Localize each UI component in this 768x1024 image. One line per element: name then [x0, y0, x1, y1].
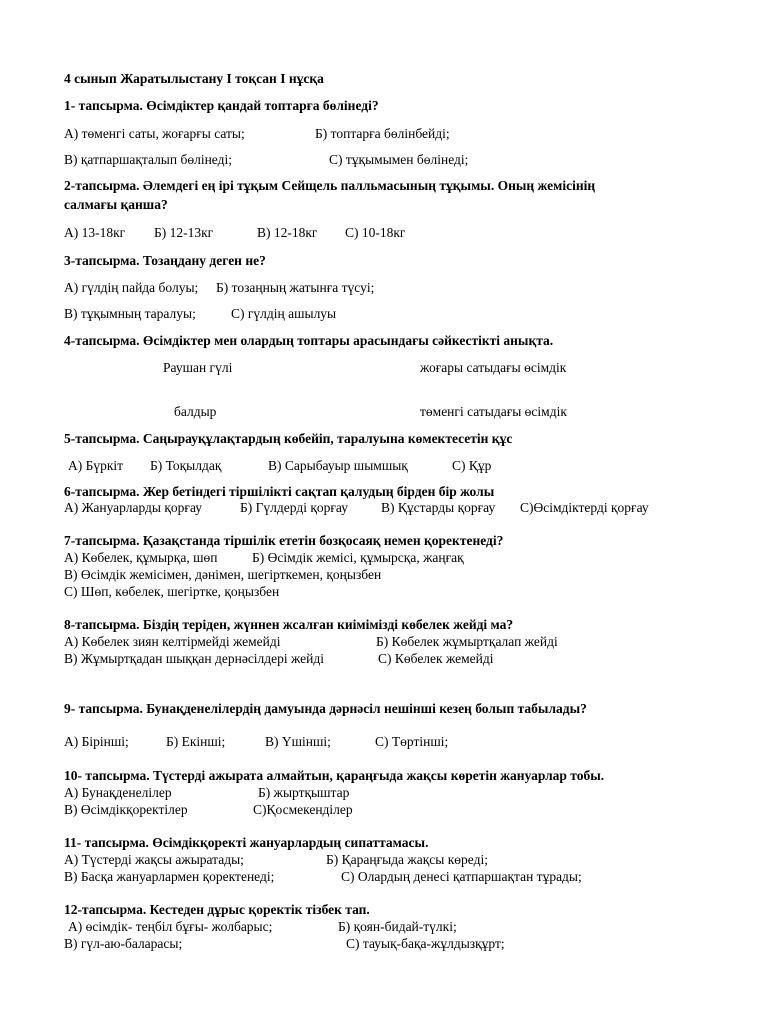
task-8-option-b: Б) Көбелек жұмыртқалап жейді [376, 634, 558, 649]
task-12-option-c: С) тауық-бақа-жұлдызқұрт; [346, 936, 505, 951]
task-5-option-b: Б) Тоқылдақ [150, 458, 222, 473]
task-8-option-a: А) Көбелек зиян келтірмейді жемейді [64, 634, 281, 649]
task-12-option-a: А) өсімдік- теңбіл бұғы- жолбарыс; [68, 919, 273, 934]
task-12-option-v: В) гүл-аю-баларасы; [64, 936, 183, 951]
task-10-option-v: В) Өсімдікқоректілер [64, 802, 188, 817]
task-2-option-c: С) 10-18кг [345, 225, 406, 240]
task-10-question: 10- тапсырма. Түстерді ажырата алмайтын, қараңғыда жақсы көретін жануарлар тобы. [64, 768, 605, 783]
task-7-option-c: С) Шөп, көбелек, шегіртке, қоңызбен [64, 584, 280, 599]
task-7-option-b: Б) Өсімдік жемісі, құмырсқа, жаңғақ [252, 550, 464, 565]
task-9-option-c: С) Төртінші; [375, 734, 449, 749]
task-3-option-a: А) гүлдің пайда болуы; [64, 280, 199, 295]
task-11-option-c: С) Олардың денесі қатпаршақтан тұрады; [341, 869, 582, 884]
task-1-question: 1- тапсырма. Өсімдіктер қандай топтарға бөлінеді? [64, 98, 379, 113]
task-2-option-v: В) 12-18кг [257, 225, 318, 240]
task-2-option-a: А) 13-18кг [64, 225, 126, 240]
worksheet-header: 4 сынып Жаратылыстану І тоқсан І нұсқа [64, 71, 324, 86]
task-5-option-v: В) Сарыбауыр шымшық [268, 458, 408, 473]
task-9-option-a: А) Бірінші; [64, 734, 129, 749]
task-6-option-v: В) Құстарды қорғау [381, 500, 496, 515]
task-1-option-a: А) төменгі саты, жоғарғы саты; [64, 126, 245, 141]
task-8-question: 8-тапсырма. Біздің теріден, жүннен жсалған киімімізді көбелек жейді ма? [64, 617, 514, 632]
task-1-option-b: Б) топтарға бөлінбейді; [315, 126, 450, 141]
task-2-question-line-2: салмағы қанша? [64, 197, 168, 212]
task-3-question: 3-тапсырма. Тозаңдану деген не? [64, 253, 266, 268]
task-5-question: 5-тапсырма. Саңырауқұлақтардың көбейіп, таралуына көмектесетін құс [64, 431, 513, 446]
task-8-option-v: В) Жұмыртқадан шыққан дернәсілдері жейді [64, 651, 325, 666]
task-2-option-b: Б) 12-13кг [154, 225, 214, 240]
task-6-question: 6-тапсырма. Жер бетіндегі тіршілікті сақтап қалудың бірден бір жолы [64, 484, 495, 499]
task-11-option-a: А) Түстерді жақсы ажыратады; [64, 852, 244, 867]
task-11-option-b: Б) Қараңғыда жақсы көреді; [326, 852, 488, 867]
task-10-option-a: А) Бунақденелілер [64, 785, 172, 800]
task-11-option-v: В) Басқа жануарлармен қоректенеді; [64, 869, 275, 884]
task-12-option-b: Б) қоян-бидай-түлкі; [338, 919, 457, 934]
task-4-question: 4-тапсырма. Өсімдіктер мен олардың топтары арасындағы сәйкестікті анықта. [64, 333, 554, 348]
task-2-question-line-1: 2-тапсырма. Әлемдегі ең ірі тұқым Сейщель палльмасының тұқымы. Оның жемісінің [64, 178, 596, 193]
task-4-right-item-2: төменгі сатыдағы өсімдік [420, 404, 567, 419]
task-1-option-c: С) тұқымымен бөлінеді; [329, 152, 469, 167]
task-4-left-item-1: Раушан гүлі [163, 360, 233, 375]
task-12-question: 12-тапсырма. Кестеден дұрыс қоректік тізбек тап. [64, 902, 370, 917]
task-7-option-v: В) Өсімдік жемісімен, дәнімен, шегірткемен, қоңызбен [64, 567, 382, 582]
task-10-option-b: Б) жыртқыштар [258, 785, 350, 800]
task-6-option-a: А) Жануарларды қорғау [64, 500, 202, 515]
task-7-question: 7-тапсырма. Қазақстанда тіршілік ететін бозқосаяқ немен қоректенеді? [64, 533, 504, 548]
task-1-option-v: В) қатпаршақталып бөлінеді; [64, 152, 232, 167]
task-9-option-v: В) Үшінші; [265, 734, 331, 749]
task-11-question: 11- тапсырма. Өсімдікқоректі жануарлардың сипаттамасы. [64, 835, 429, 850]
task-9-question: 9- тапсырма. Бунақденелілердің дамуында дәрнәсіл нешінші кезең болып табылады? [64, 701, 587, 716]
task-3-option-b: Б) тозаңның жатынға түсуі; [216, 280, 375, 295]
task-5-option-a: А) Бүркіт [68, 458, 124, 473]
task-6-option-c: С)Өсімдіктерді қорғау [520, 500, 649, 515]
task-3-option-c: С) гүлдің ашылуы [231, 306, 337, 321]
task-7-option-a: А) Көбелек, құмырқа, шөп [64, 550, 218, 565]
task-6-option-b: Б) Гүлдерді қорғау [240, 500, 348, 515]
task-8-option-c: С) Көбелек жемейді [378, 651, 494, 666]
task-4-left-item-2: балдыр [174, 404, 217, 419]
task-9-option-b: Б) Екінші; [166, 734, 226, 749]
task-3-option-v: В) тұқымның таралуы; [64, 306, 196, 321]
task-4-right-item-1: жоғары сатыдағы өсімдік [420, 360, 567, 375]
task-5-option-c: С) Құр [452, 458, 492, 473]
task-10-option-c: С)Қосмекенділер [253, 802, 353, 817]
